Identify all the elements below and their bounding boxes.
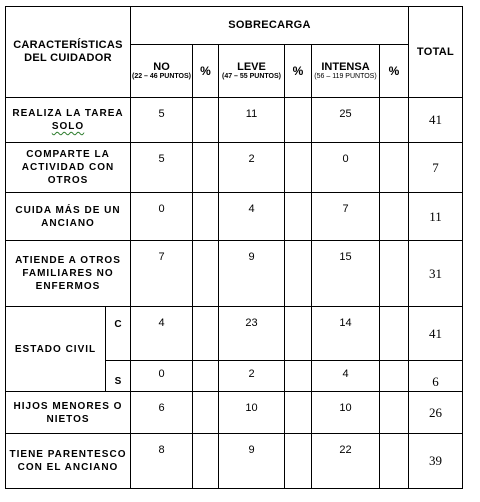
header-total: TOTAL <box>409 7 463 98</box>
header-pct-no: % <box>193 45 219 98</box>
row-sublabel: S <box>106 361 131 392</box>
header-no <box>131 45 193 98</box>
cell-no: 0 <box>131 193 193 241</box>
table-row <box>6 241 463 307</box>
cell-no: 5 <box>131 143 193 193</box>
table-row <box>6 98 463 143</box>
cell-leve: 2 <box>219 361 285 392</box>
cell-intensa: 7 <box>312 193 380 241</box>
row-label <box>6 98 131 143</box>
cell-pct <box>380 98 409 143</box>
cell-total: 6 <box>409 361 463 392</box>
header-leve-range: (47 – 55 PUNTOS) <box>221 73 281 80</box>
cell-pct <box>380 307 409 361</box>
cell-pct <box>285 241 312 307</box>
cell-total: 31 <box>409 241 463 307</box>
cell-intensa: 15 <box>312 241 380 307</box>
header-no-label: NO <box>153 61 170 73</box>
cell-no: 8 <box>131 434 193 489</box>
row-label: ATIENDE A OTROS FAMILIARES NO ENFERMOS <box>6 241 131 307</box>
table-row <box>6 392 463 434</box>
cell-pct <box>285 98 312 143</box>
cell-leve: 9 <box>219 434 285 489</box>
table-row <box>6 193 463 241</box>
cell-intensa: 4 <box>312 361 380 392</box>
row-label: COMPARTE LA ACTIVIDAD CON OTROS <box>6 143 131 193</box>
table-row <box>6 307 463 361</box>
cell-intensa: 10 <box>312 392 380 434</box>
cell-no: 7 <box>131 241 193 307</box>
header-leve <box>219 45 285 98</box>
sobrecarga-table <box>5 6 463 489</box>
row-label: TIENE PARENTESCO CON EL ANCIANO <box>6 434 131 489</box>
cell-pct <box>193 361 219 392</box>
cell-no: 4 <box>131 307 193 361</box>
cell-leve: 11 <box>219 98 285 143</box>
cell-pct <box>380 361 409 392</box>
cell-leve: 10 <box>219 392 285 434</box>
cell-leve: 23 <box>219 307 285 361</box>
cell-no: 5 <box>131 98 193 143</box>
cell-intensa: 14 <box>312 307 380 361</box>
cell-pct <box>193 241 219 307</box>
row-label-text: REALIZA LA TAREA <box>12 108 124 119</box>
cell-intensa: 0 <box>312 143 380 193</box>
cell-intensa: 25 <box>312 98 380 143</box>
cell-total: 7 <box>409 143 463 193</box>
cell-pct <box>193 143 219 193</box>
header-intensa-label: INTENSA <box>321 61 370 73</box>
table-row <box>6 143 463 193</box>
header-caracteristicas: CARACTERÍSTICAS DEL CUIDADOR <box>6 7 131 98</box>
cell-no: 6 <box>131 392 193 434</box>
cell-pct <box>380 241 409 307</box>
cell-pct <box>285 392 312 434</box>
cell-pct <box>193 193 219 241</box>
row-sublabel: C <box>106 307 131 361</box>
cell-no: 0 <box>131 361 193 392</box>
cell-pct <box>285 434 312 489</box>
row-label: CUIDA MÁS DE UN ANCIANO <box>6 193 131 241</box>
cell-pct <box>193 392 219 434</box>
table-row <box>6 434 463 489</box>
cell-pct <box>285 361 312 392</box>
header-no-range: (22 – 46 PUNTOS) <box>131 73 191 80</box>
header-intensa <box>312 45 380 98</box>
row-label: ESTADO CIVIL <box>6 307 106 392</box>
cell-total: 26 <box>409 392 463 434</box>
cell-total: 41 <box>409 307 463 361</box>
row-label: HIJOS MENORES O NIETOS <box>6 392 131 434</box>
cell-leve: 2 <box>219 143 285 193</box>
cell-total: 11 <box>409 193 463 241</box>
header-leve-label: LEVE <box>237 61 266 73</box>
header-pct-intensa: % <box>380 45 409 98</box>
cell-pct <box>193 307 219 361</box>
cell-intensa: 22 <box>312 434 380 489</box>
row-label-text-2: SOLO <box>51 121 85 132</box>
cell-pct <box>380 143 409 193</box>
cell-pct <box>193 434 219 489</box>
cell-pct <box>285 307 312 361</box>
cell-pct <box>380 193 409 241</box>
cell-total: 41 <box>409 98 463 143</box>
header-sobrecarga: SOBRECARGA <box>131 7 409 45</box>
header-intensa-range: (56 – 119 PUNTOS) <box>314 73 377 80</box>
cell-pct <box>193 98 219 143</box>
header-pct-leve: % <box>285 45 312 98</box>
cell-pct <box>285 193 312 241</box>
cell-total: 39 <box>409 434 463 489</box>
cell-leve: 9 <box>219 241 285 307</box>
cell-pct <box>380 434 409 489</box>
cell-pct <box>380 392 409 434</box>
cell-pct <box>285 143 312 193</box>
cell-leve: 4 <box>219 193 285 241</box>
